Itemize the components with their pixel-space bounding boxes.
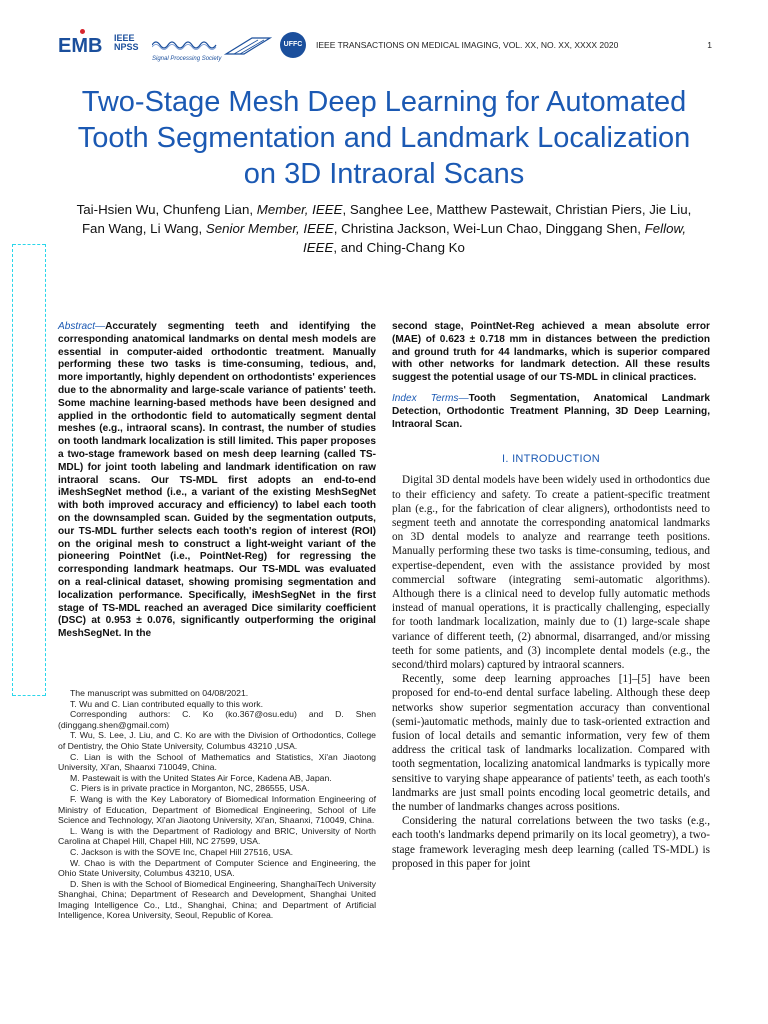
footnote: W. Chao is with the Department of Computer Science and Engineering, the Ohio State University, Columbus 43210, USA. [58,857,376,879]
index-terms-lead: Index Terms— [392,392,469,404]
footnote: T. Wu and C. Lian contributed equally to this work. [70,698,263,709]
uffc-logo: UFFC [280,32,306,58]
sps-logo: Signal Processing Society [152,38,220,58]
intro-paragraph: Digital 3D dental models have been widely used in orthodontics due to their efficiency and safety. To create a patient-specific treatment plan (e.g., for the fabrication of clear aligners), orthodontists need to segment teeth and annotate the corresponding anatomical landmarks on 3D dental models to analyze and rearrange teeth positions. Manually performing these two tasks is time-consuming, tedious, and expertise-dependent, even with the assistance provided by most commercial software (integrating semi-automatic algorithms). Although there is a clinical need to develop fully automatic methods instead of manual operations, it is practically challenging, especially for tooth landmark localization, mainly due to (1) large-scale shape variance of different teeth, (2) abnormal, disarranged, and/or missing teeth for some patients, and (3) incomplete dental models (e.g., the second/third molars) captured by intraoral scanners. [392,474,710,672]
footnote: Corresponding authors: C. Ko (ko.367@osu.edu) and D. Shen (dinggang.shen@gmail.com) [58,709,376,730]
intro-paragraph: Recently, some deep learning approaches [1]–[5] have been proposed for end-to-end dental surface labeling. Although these deep networks show superior segmentation accuracy than conventional (semi-)automatic methods, mainly due to task-oriented extraction and fusion of local details and semantic information, very few of them address the critical task of landmarks localization. Compared with tooth segmentation, localizing anatomical landmarks is typically more sensitive to varying shape appearance of patients' teeth, as each tooth's landmarks are just small points encoding local geometric details, and the number of landmarks changes across positions. [392,673,710,814]
footnote: The manuscript was submitted on 04/08/2021. [70,688,249,698]
footnotes [58,688,376,921]
npss-logo: IEEE NPSS [114,33,139,52]
section-heading-introduction: I. INTRODUCTION [502,453,600,466]
paper-title [30,84,738,192]
footnote: C. Jackson is with the SOVE Inc, Chapel Hill 27516, USA. [70,846,294,857]
intro-paragraph: Considering the natural correlations between the two tasks (e.g., each tooth's landmarks depend primarily on its local geometry), a two-stage framework leveraging mesh deep learning (called TS-MDL) is proposed in this paper for joint [392,815,710,870]
right-column [392,321,710,871]
index-terms-text: Tooth Segmentation, Anatomical Landmark Detection, Orthodontic Treatment Planning, 3D Deep Learning, Intraoral Scan. [392,392,710,430]
footnote: L. Wang is with the Department of Radiology and BRIC, University of North Carolina at Chapel Hill, Chapel Hill, NC 27599, USA. [58,825,376,847]
footnote: F. Wang is with the Key Laboratory of Biomedical Information Engineering of Ministry of Education, Department of Biomedical Engineering, School of Life Science and Technology, Xi'an Jiaotong University, Xi'an, Shaanxi, 710049, China. [58,793,376,826]
abstract-lead: Abstract— [58,321,106,332]
abstract-continued: second stage, PointNet-Reg achieved a mean absolute error (MAE) of 0.623 ± 0.718 mm in distances between the prediction and ground truth for 44 landmarks, which is superior compared with other networks for landmark detection. All these results suggest the potential usage of our TS-MDL in clinical practices. [392,321,710,384]
author-line: Tai-Hsien Wu, Chunfeng Lian, Member, IEEE, Sanghee Lee, Matthew Pastewait, Christian Piers, Jie Liu, [76,202,692,217]
ims-wing-logo-icon [224,34,272,58]
abstract-text: Accurately segmenting teeth and identifying the corresponding anatomical landmarks on dental mesh models are essential in computer-aided orthodontic treatment. Manually performing these two tasks is time-consuming, tedious, and, more importantly, highly dependent on orthodontists' experiences due to the abnormality and large-scale variance of patients' teeth. Some machine learning-based methods have been designed and applied in the orthodontic field to automatically segment dental meshes (e.g., intraoral scans). In contrast, the number of studies on tooth landmark localization is still limited. This paper proposes a two-stage framework based on mesh deep learning (called TS-MDL) for joint tooth labeling and landmark identification on raw intraoral scans. Our TS-MDL first adopts an end-to-end iMeshSegNet method (i.e., a variant of the existing MeshSegNet with both improved accuracy and efficiency) to label each tooth on the downsampled scan. Guided by the segmentation outputs, our TS-MDL further selects each tooth's region of interest (ROI) on the original mesh to construct a light-weight variant of the pioneering PointNet (i.e., PointNet-Reg) for regressing the corresponding landmark heatmaps. Our TS-MDL was evaluated on a real-clinical dataset, showing promising segmentation and localization performance. Specifically, iMeshSegNet in the first stage of TS-MDL reached an averaged Dice similarity coefficient (DSC) at 0.953 ± 0.076, significantly outperforming the original MeshSegNet. In the [58,321,376,640]
title-line: on 3D Intraoral Scans [243,158,525,190]
selection-outline [12,244,46,696]
index-terms [392,393,710,431]
footnote: C. Lian is with the School of Mathematics and Statistics, Xi'an Jiaotong University, Xi'an, Shaanxi 710049, China. [58,751,376,773]
running-head: IEEE TRANSACTIONS ON MEDICAL IMAGING, VOL. XX, NO. XX, XXXX 2020 [316,40,619,50]
emb-logo-dot-icon [80,29,85,34]
title-line: Two-Stage Mesh Deep Learning for Automated [81,86,687,118]
sps-wave-icon [152,39,220,51]
left-column [58,321,376,641]
page-number: 1 [707,40,712,50]
society-logos [58,32,308,62]
footnote: D. Shen is with the School of Biomedical Engineering, ShanghaiTech University Shanghai, China; Department of Research and Development, Shanghai United Imaging Intelligence Co., Ltd., Shanghai, China; and Department of Artificial Intelligence, Korea University, Seoul, Republic of Korea. [58,878,376,921]
title-line: Tooth Segmentation and Landmark Localization [77,122,691,154]
abstract [58,321,376,641]
author-line: Fan Wang, Li Wang, Senior Member, IEEE, Christina Jackson, Wei-Lun Chao, Dinggang Shen, Fellow, [81,221,687,236]
footnote: T. Wu, S. Lee, J. Liu, and C. Ko are with the Division of Orthodontics, College of Dentistry, the Ohio State University, Columbus 43210 ,USA. [58,730,376,751]
author-line: IEEE, and Ching-Chang Ko [303,240,465,255]
author-list [58,200,710,257]
footnote: C. Piers is in private practice in Morganton, NC, 286555, USA. [70,783,310,794]
footnote: M. Pastewait is with the United States Air Force, Kadena AB, Japan. [70,772,332,783]
emb-logo: EMB [58,35,103,57]
page-header [58,32,718,62]
